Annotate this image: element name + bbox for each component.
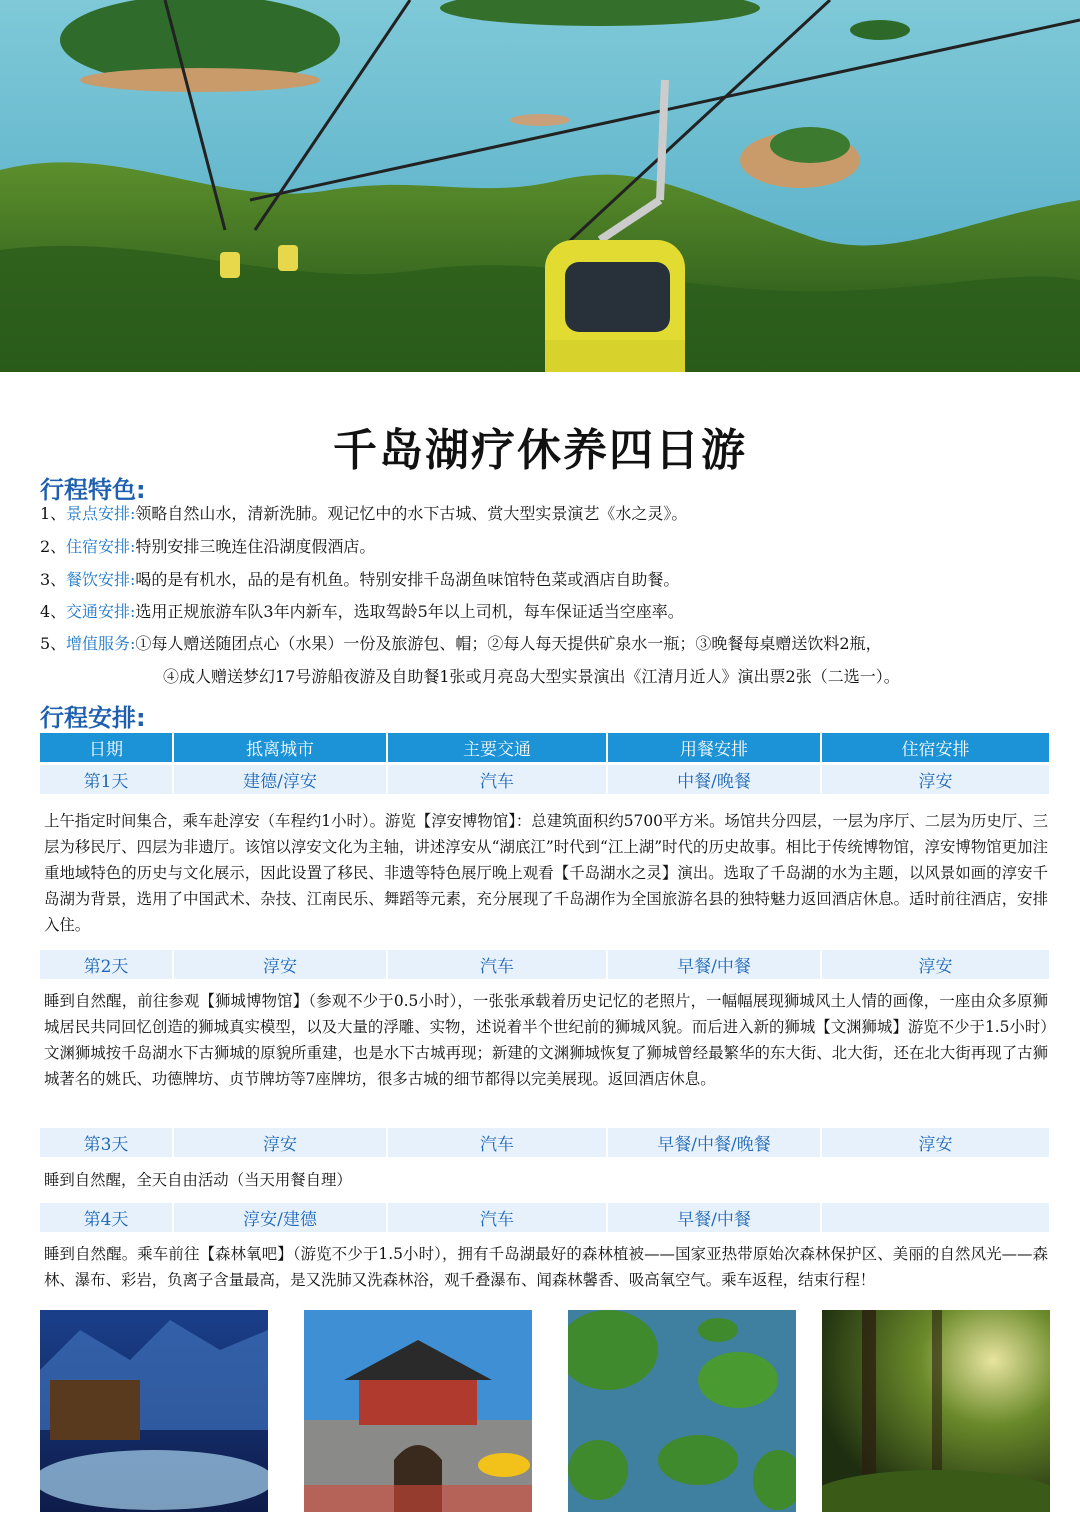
feature-text: 喝的是有机水，品的是有机鱼。特别安排千岛湖鱼味馆特色菜或酒店自助餐。	[135, 570, 680, 589]
day-description: 上午指定时间集合，乘车赴淳安（车程约1小时）。游览【淳安博物馆】：总建筑面积约5700平方米。场馆共分四层，一层为序厅、二层为历史厅、三层为移民厅、四层为非遗厅。该馆以淳安文化为主轴，讲述淳安从“湖底江”时代到“江上湖”时代的历史故事。相比于传统博物馆，淳安博物馆更加注重地域特色的历史与文化展示，因此设置了移民、非遗等特色展厅晚上观看【千岛湖水之灵】演出。选取了千岛湖的水为主题，以风景如画的淳安千岛湖为背景，选用了中国武术、杂技、江南民乐、舞蹈等元素，充分展现了千岛湖作为全国旅游名县的独特魅力返回酒店休息。适时前往酒店，安排入住。	[44, 812, 1048, 934]
schedule-header-table	[40, 733, 1051, 762]
header-transport: 主要交通	[388, 733, 608, 762]
day-row	[40, 1203, 1051, 1232]
day-stay: 淳安	[822, 765, 1051, 794]
schedule-heading: 行程安排:	[40, 704, 146, 732]
feature-label: 住宿安排:	[66, 537, 136, 556]
day-description: 睡到自然醒，前往参观【狮城博物馆】（参观不少于0.5小时），一张张承载着历史记忆的老照片，一幅幅展现狮城风土人情的画像，一座由众多原狮城居民共同回忆创造的狮城真实模型，以及大量的浮雕、实物，述说着半个世纪前的狮城风貌。而后进入新的狮城【文渊狮城】游览不少于1.5小时）文渊狮城按千岛湖水下古狮城的原貌所重建，也是水下古城再现；新建的文渊狮城恢复了狮城曾经最繁华的东大街、北大街，还在北大街再现了古狮城著名的姚氏、功德牌坊、贞节牌坊等7座牌坊，很多古城的细节都得以完美展现。返回酒店休息。	[44, 992, 1048, 1088]
feature-label: 餐饮安排:	[66, 570, 136, 589]
day-stay: 淳安	[822, 950, 1051, 979]
feature-label: 增值服务:	[66, 634, 136, 653]
header-stay: 住宿安排	[822, 733, 1051, 762]
feature-text: 领略自然山水，清新洗肺。观记忆中的水下古城、赏大型实景演艺《水之灵》。	[135, 504, 688, 523]
feature-num: 2、	[40, 537, 67, 556]
feature-continuation: ④成人赠送梦幻17号游船夜游及自助餐1张或月亮岛大型实景演出《江清月近人》演出票2张（二选一）。	[163, 667, 900, 686]
feature-text: ①每人赠送随团点心（水果）一份及旅游包、帽；②每人每天提供矿泉水一瓶；③晚餐每桌赠送饮料2瓶，	[135, 634, 882, 653]
day-row-table	[40, 1128, 1051, 1157]
day-row	[40, 950, 1051, 979]
day-stay: 淳安	[822, 1128, 1051, 1157]
feature-text: 选用正规旅游车队3年内新车，选取驾龄5年以上司机，每车保证适当空座率。	[135, 602, 684, 621]
header-date: 日期	[40, 733, 174, 762]
day-label: 第1天	[40, 765, 174, 794]
feature-num: 5、	[40, 634, 67, 653]
photo-strip	[40, 1310, 1050, 1512]
day-city: 淳安/建德	[174, 1203, 388, 1232]
header-meals: 用餐安排	[608, 733, 822, 762]
feature-label: 交通安排:	[66, 602, 136, 621]
photo-islands-aerial	[568, 1310, 796, 1512]
photo-forest	[822, 1310, 1050, 1512]
day-city: 建德/淳安	[174, 765, 388, 794]
day-description: 睡到自然醒，全天自由活动（当天用餐自理）	[44, 1171, 352, 1189]
page-title: 千岛湖疗休养四日游	[333, 425, 747, 476]
hero-photo-cable-car	[0, 0, 1080, 372]
feature-num: 3、	[40, 570, 67, 589]
day-row-table	[40, 765, 1051, 794]
photo-ancient-city-gate	[304, 1310, 532, 1512]
header-city: 抵离城市	[174, 733, 388, 762]
table-header-row	[40, 733, 1051, 762]
feature-num: 1、	[40, 504, 67, 523]
feature-item	[40, 536, 375, 558]
day-meals: 早餐/中餐/晚餐	[608, 1128, 822, 1157]
day-label: 第4天	[40, 1203, 174, 1232]
feature-label: 景点安排:	[66, 504, 136, 523]
day-transport: 汽车	[388, 1128, 608, 1157]
day-transport: 汽车	[388, 765, 608, 794]
photo-water-show	[40, 1310, 268, 1512]
day-row	[40, 765, 1051, 794]
day-row-table	[40, 1203, 1051, 1232]
day-stay	[822, 1203, 1051, 1232]
feature-item	[40, 633, 882, 655]
feature-item	[40, 569, 679, 591]
feature-text: 特别安排三晚连住沿湖度假酒店。	[135, 537, 376, 556]
feature-item	[40, 503, 687, 525]
day-row	[40, 1128, 1051, 1157]
day-description: 睡到自然醒。乘车前往【森林氧吧】（游览不少于1.5小时），拥有千岛湖最好的森林植被——国家亚热带原始次森林保护区、美丽的自然风光——森林、瀑布、彩岩，负离子含量最高，是又洗肺又洗森林浴，观千叠瀑布、闻森林馨香、吸高氧空气。乘车返程，结束行程！	[44, 1245, 1048, 1289]
features-heading: 行程特色:	[40, 476, 146, 504]
day-transport: 汽车	[388, 950, 608, 979]
day-meals: 早餐/中餐	[608, 1203, 822, 1232]
day-row-table	[40, 950, 1051, 979]
day-city: 淳安	[174, 1128, 388, 1157]
day-city: 淳安	[174, 950, 388, 979]
day-meals: 早餐/中餐	[608, 950, 822, 979]
feature-num: 4、	[40, 602, 67, 621]
day-label: 第3天	[40, 1128, 174, 1157]
feature-item	[40, 601, 684, 623]
day-label: 第2天	[40, 950, 174, 979]
day-transport: 汽车	[388, 1203, 608, 1232]
day-meals: 中餐/晚餐	[608, 765, 822, 794]
